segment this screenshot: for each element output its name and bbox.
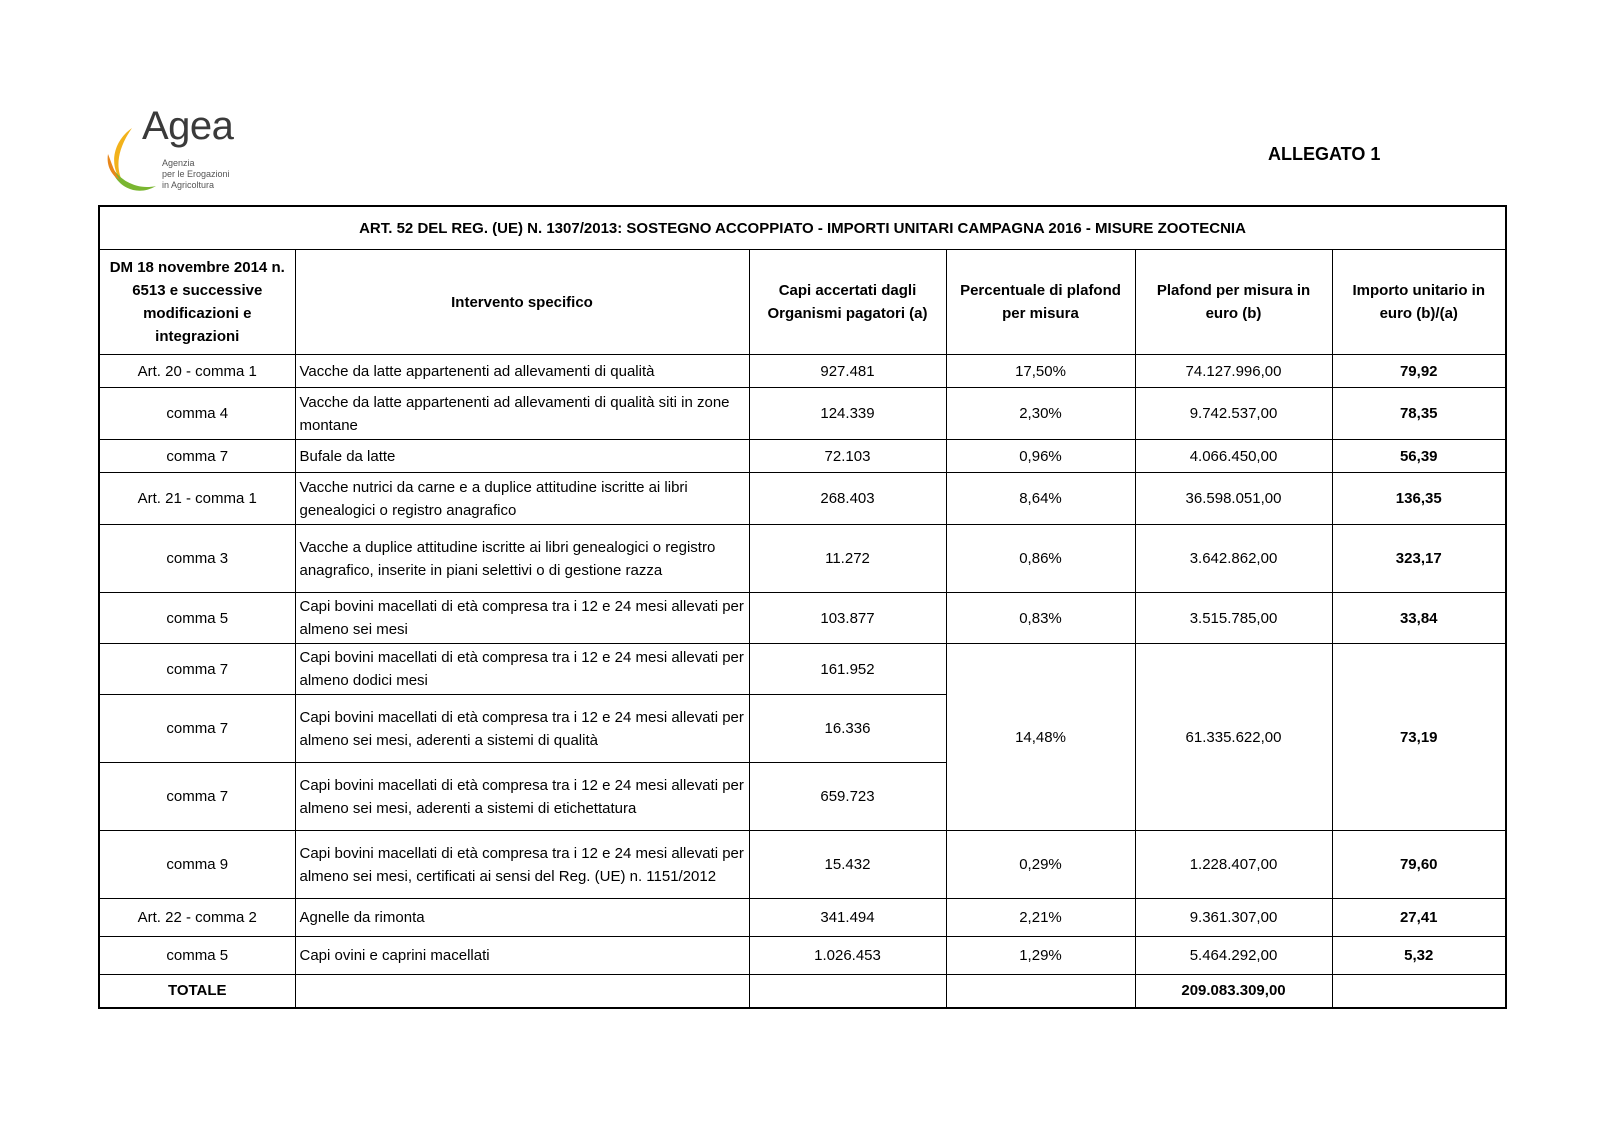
cell-intervento: Capi bovini macellati di età compresa tra i 12 e 24 mesi allevati per almeno sei mesi, aderenti a sistemi di qualità xyxy=(295,695,749,763)
cell-importo: 5,32 xyxy=(1332,937,1506,975)
cell-importo: 73,19 xyxy=(1332,644,1506,831)
cell-capi: 927.481 xyxy=(749,355,946,388)
cell-importo: 78,35 xyxy=(1332,388,1506,440)
total-empty-cell xyxy=(749,975,946,1008)
cell-plafond: 3.515.785,00 xyxy=(1135,593,1332,644)
cell-ref: Art. 20 - comma 1 xyxy=(99,355,295,388)
header-importo: Importo unitario in euro (b)/(a) xyxy=(1332,250,1506,355)
cell-perc: 2,21% xyxy=(946,899,1135,937)
cell-plafond: 61.335.622,00 xyxy=(1135,644,1332,831)
cell-capi: 15.432 xyxy=(749,831,946,899)
total-empty-cell xyxy=(295,975,749,1008)
table-row xyxy=(99,899,1506,937)
cell-capi: 72.103 xyxy=(749,440,946,473)
cell-intervento: Vacche da latte appartenenti ad allevamenti di qualità siti in zone montane xyxy=(295,388,749,440)
cell-ref: comma 4 xyxy=(99,388,295,440)
cell-perc: 0,29% xyxy=(946,831,1135,899)
cell-perc: 0,96% xyxy=(946,440,1135,473)
importi-table xyxy=(98,205,1507,1009)
cell-intervento: Capi ovini e caprini macellati xyxy=(295,937,749,975)
cell-intervento: Agnelle da rimonta xyxy=(295,899,749,937)
cell-capi: 11.272 xyxy=(749,525,946,593)
header-dm: DM 18 novembre 2014 n. 6513 e successive modificazioni e integrazioni xyxy=(99,250,295,355)
header-percentuale: Percentuale di plafond per misura xyxy=(946,250,1135,355)
header-intervento: Intervento specifico xyxy=(295,250,749,355)
table-title-row xyxy=(99,206,1506,250)
header-capi: Capi accertati dagli Organismi pagatori (a) xyxy=(749,250,946,355)
table-row xyxy=(99,937,1506,975)
cell-plafond: 5.464.292,00 xyxy=(1135,937,1332,975)
cell-perc: 1,29% xyxy=(946,937,1135,975)
cell-ref: comma 7 xyxy=(99,440,295,473)
cell-importo: 323,17 xyxy=(1332,525,1506,593)
cell-intervento: Bufale da latte xyxy=(295,440,749,473)
cell-capi: 659.723 xyxy=(749,763,946,831)
cell-importo: 27,41 xyxy=(1332,899,1506,937)
cell-ref: comma 7 xyxy=(99,644,295,695)
table-title: ART. 52 DEL REG. (UE) N. 1307/2013: SOSTEGNO ACCOPPIATO - IMPORTI UNITARI CAMPAGNA 2016 - MISURE ZOOTECNIA xyxy=(99,206,1506,250)
cell-capi: 1.026.453 xyxy=(749,937,946,975)
cell-intervento: Vacche da latte appartenenti ad allevamenti di qualità xyxy=(295,355,749,388)
cell-intervento: Vacche nutrici da carne e a duplice attitudine iscritte ai libri genealogici o registro anagrafico xyxy=(295,473,749,525)
table-row xyxy=(99,525,1506,593)
cell-perc: 2,30% xyxy=(946,388,1135,440)
total-label: TOTALE xyxy=(99,975,295,1008)
cell-ref: comma 7 xyxy=(99,763,295,831)
cell-capi: 161.952 xyxy=(749,644,946,695)
agea-logo xyxy=(104,104,244,200)
cell-intervento: Capi bovini macellati di età compresa tra i 12 e 24 mesi allevati per almeno sei mesi xyxy=(295,593,749,644)
cell-ref: comma 5 xyxy=(99,593,295,644)
cell-perc: 0,86% xyxy=(946,525,1135,593)
total-empty-cell xyxy=(1332,975,1506,1008)
cell-ref: Art. 21 - comma 1 xyxy=(99,473,295,525)
cell-importo: 33,84 xyxy=(1332,593,1506,644)
cell-intervento: Capi bovini macellati di età compresa tra i 12 e 24 mesi allevati per almeno sei mesi, aderenti a sistemi di etichettatura xyxy=(295,763,749,831)
cell-capi: 124.339 xyxy=(749,388,946,440)
cell-intervento: Capi bovini macellati di età compresa tra i 12 e 24 mesi allevati per almeno dodici mesi xyxy=(295,644,749,695)
cell-plafond: 3.642.862,00 xyxy=(1135,525,1332,593)
cell-capi: 268.403 xyxy=(749,473,946,525)
table-header-row xyxy=(99,250,1506,355)
cell-plafond: 9.742.537,00 xyxy=(1135,388,1332,440)
cell-importo: 79,60 xyxy=(1332,831,1506,899)
table-row xyxy=(99,644,1506,695)
header-plafond: Plafond per misura in euro (b) xyxy=(1135,250,1332,355)
table-row xyxy=(99,355,1506,388)
cell-plafond: 9.361.307,00 xyxy=(1135,899,1332,937)
table-row xyxy=(99,440,1506,473)
cell-plafond: 1.228.407,00 xyxy=(1135,831,1332,899)
cell-importo: 79,92 xyxy=(1332,355,1506,388)
cell-intervento: Vacche a duplice attitudine iscritte ai libri genealogici o registro anagrafico, inserite in piani selettivi o di gestione razza xyxy=(295,525,749,593)
cell-ref: Art. 22 - comma 2 xyxy=(99,899,295,937)
allegato-label: ALLEGATO 1 xyxy=(1268,144,1381,164)
cell-plafond: 36.598.051,00 xyxy=(1135,473,1332,525)
table-row xyxy=(99,831,1506,899)
cell-perc: 8,64% xyxy=(946,473,1135,525)
cell-ref: comma 5 xyxy=(99,937,295,975)
cell-capi: 16.336 xyxy=(749,695,946,763)
cell-importo: 56,39 xyxy=(1332,440,1506,473)
cell-plafond: 4.066.450,00 xyxy=(1135,440,1332,473)
total-row xyxy=(99,975,1506,1008)
cell-capi: 103.877 xyxy=(749,593,946,644)
cell-perc: 14,48% xyxy=(946,644,1135,831)
cell-ref: comma 3 xyxy=(99,525,295,593)
logo-wordmark: Agea xyxy=(142,104,234,148)
cell-importo: 136,35 xyxy=(1332,473,1506,525)
cell-capi: 341.494 xyxy=(749,899,946,937)
cell-intervento: Capi bovini macellati di età compresa tra i 12 e 24 mesi allevati per almeno sei mesi, certificati ai sensi del Reg. (UE) n. 1151/2012 xyxy=(295,831,749,899)
cell-perc: 0,83% xyxy=(946,593,1135,644)
cell-ref: comma 7 xyxy=(99,695,295,763)
cell-plafond: 74.127.996,00 xyxy=(1135,355,1332,388)
cell-ref: comma 9 xyxy=(99,831,295,899)
total-plafond: 209.083.309,00 xyxy=(1135,975,1332,1008)
table-row xyxy=(99,388,1506,440)
logo-subtitle: Agenzia per le Erogazioni in Agricoltura xyxy=(162,158,230,190)
table-row xyxy=(99,593,1506,644)
total-empty-cell xyxy=(946,975,1135,1008)
table-row xyxy=(99,473,1506,525)
cell-perc: 17,50% xyxy=(946,355,1135,388)
